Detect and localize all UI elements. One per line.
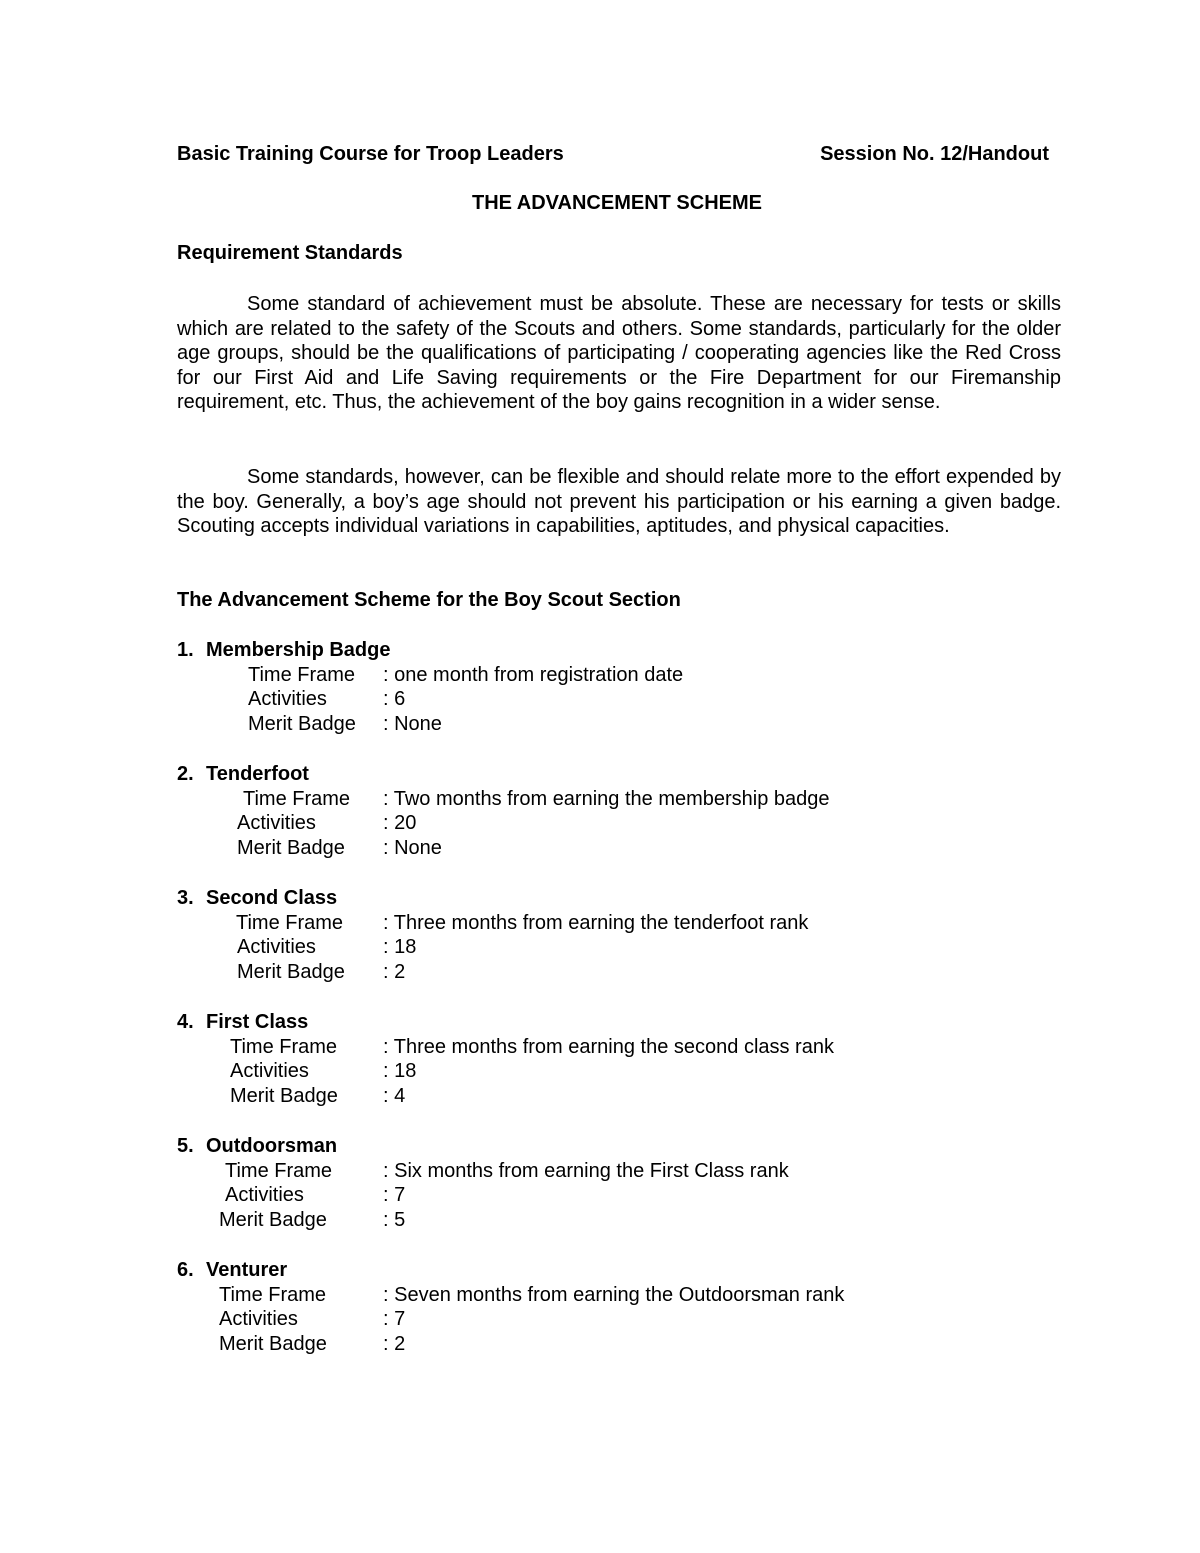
rank-number: 6. xyxy=(177,1259,194,1281)
activities-label: Activities xyxy=(219,1308,298,1331)
rank-number: 4. xyxy=(177,1011,194,1033)
merit-badge-value: : 5 xyxy=(383,1208,406,1231)
activities-label: Activities xyxy=(248,688,327,711)
document-title: THE ADVANCEMENT SCHEME xyxy=(471,192,762,214)
course-title: Basic Training Course for Troop Leaders xyxy=(177,143,564,165)
merit-badge-label: Merit Badge xyxy=(219,1332,327,1355)
activities-row xyxy=(177,1307,1057,1332)
time-frame-value: : Two months from earning the membership badge xyxy=(383,787,830,810)
time-frame-label: Time Frame xyxy=(225,1159,333,1182)
time-frame-label: Time Frame xyxy=(236,911,344,934)
activities-value: : 18 xyxy=(383,1060,417,1083)
time-frame-label: Time Frame xyxy=(230,1035,338,1058)
rank-title xyxy=(177,1010,1057,1035)
merit-badge-label: Merit Badge xyxy=(248,712,356,735)
rank-item xyxy=(177,886,1057,984)
rank-number: 3. xyxy=(177,887,194,909)
activities-row xyxy=(177,687,1057,712)
merit-badge-value: : 2 xyxy=(383,960,406,983)
merit-badge-row xyxy=(177,836,1057,861)
rank-name: Venturer xyxy=(206,1259,288,1281)
time-frame-row xyxy=(177,663,1057,688)
merit-badge-row xyxy=(177,1332,1057,1357)
merit-badge-value: : 2 xyxy=(383,1332,406,1355)
merit-badge-label: Merit Badge xyxy=(237,960,345,983)
rank-title xyxy=(177,1258,1057,1283)
merit-badge-value: : 4 xyxy=(383,1084,406,1107)
time-frame-row xyxy=(177,1159,1057,1184)
rank-title xyxy=(177,886,1057,911)
activities-value: : 7 xyxy=(383,1308,406,1331)
rank-name: First Class xyxy=(206,1011,309,1033)
merit-badge-row xyxy=(177,960,1057,985)
time-frame-row xyxy=(177,1283,1057,1308)
rank-item xyxy=(177,762,1057,860)
activities-label: Activities xyxy=(237,936,316,959)
activities-row xyxy=(177,811,1057,836)
time-frame-row xyxy=(177,1035,1057,1060)
time-frame-value: : Three months from earning the tenderfoot rank xyxy=(383,911,809,934)
time-frame-label: Time Frame xyxy=(248,663,356,686)
time-frame-label: Time Frame xyxy=(219,1283,327,1306)
rank-number: 5. xyxy=(177,1135,194,1157)
requirement-standards-heading: Requirement Standards xyxy=(177,242,403,264)
rank-title xyxy=(177,762,1057,787)
rank-item xyxy=(177,1010,1057,1108)
activities-value: : 6 xyxy=(383,688,406,711)
activities-row xyxy=(177,1059,1057,1084)
rank-number: 1. xyxy=(177,639,194,661)
time-frame-value: : Seven months from earning the Outdoorsman rank xyxy=(383,1283,845,1306)
requirement-paragraph-2: Some standards, however, can be flexible and should relate more to the effort expended by the boy. Generally, a boy’s age should not prevent his participation or his earning a given badge. Scouting accepts individual variations in capabilities, aptitudes, and physical capacities. xyxy=(177,466,1061,538)
rank-name: Second Class xyxy=(206,887,338,909)
rank-number: 2. xyxy=(177,763,194,785)
merit-badge-value: : None xyxy=(383,836,442,859)
rank-name: Membership Badge xyxy=(206,639,391,661)
rank-item xyxy=(177,638,1057,736)
advancement-scheme-heading: The Advancement Scheme for the Boy Scout Section xyxy=(177,589,681,611)
merit-badge-row xyxy=(177,1208,1057,1233)
merit-badge-value: : None xyxy=(383,712,442,735)
rank-item xyxy=(177,1134,1057,1232)
merit-badge-label: Merit Badge xyxy=(237,836,345,859)
activities-label: Activities xyxy=(230,1060,309,1083)
time-frame-value: : Three months from earning the second class rank xyxy=(383,1035,834,1058)
time-frame-value: : one month from registration date xyxy=(383,663,684,686)
merit-badge-label: Merit Badge xyxy=(219,1208,327,1231)
time-frame-value: : Six months from earning the First Class rank xyxy=(383,1159,789,1182)
rank-item xyxy=(177,1258,1057,1356)
activities-label: Activities xyxy=(225,1184,304,1207)
merit-badge-label: Merit Badge xyxy=(230,1084,338,1107)
activities-value: : 20 xyxy=(383,812,417,835)
merit-badge-row xyxy=(177,712,1057,737)
rank-name: Tenderfoot xyxy=(206,763,309,785)
time-frame-row xyxy=(177,787,1057,812)
time-frame-label: Time Frame xyxy=(243,787,351,810)
activities-row xyxy=(177,1183,1057,1208)
activities-row xyxy=(177,935,1057,960)
activities-value: : 7 xyxy=(383,1184,406,1207)
activities-label: Activities xyxy=(237,812,316,835)
requirement-paragraph-1: Some standard of achievement must be absolute. These are necessary for tests or skills which are related to the safety of the Scouts and others. Some standards, particularly for the older age groups, should be the qualifications of participating / cooperating agencies like the Red Cross for our First Aid and Life Saving requirements or the Fire Department for our Firemanship requirement, etc. Thus, the achievement of the boy gains recognition in a wider sense. xyxy=(177,293,1061,414)
rank-title xyxy=(177,1134,1057,1159)
merit-badge-row xyxy=(177,1084,1057,1109)
rank-name: Outdoorsman xyxy=(206,1135,338,1157)
rank-title xyxy=(177,638,1057,663)
session-label: Session No. 12/Handout xyxy=(820,143,1049,165)
time-frame-row xyxy=(177,911,1057,936)
activities-value: : 18 xyxy=(383,936,417,959)
